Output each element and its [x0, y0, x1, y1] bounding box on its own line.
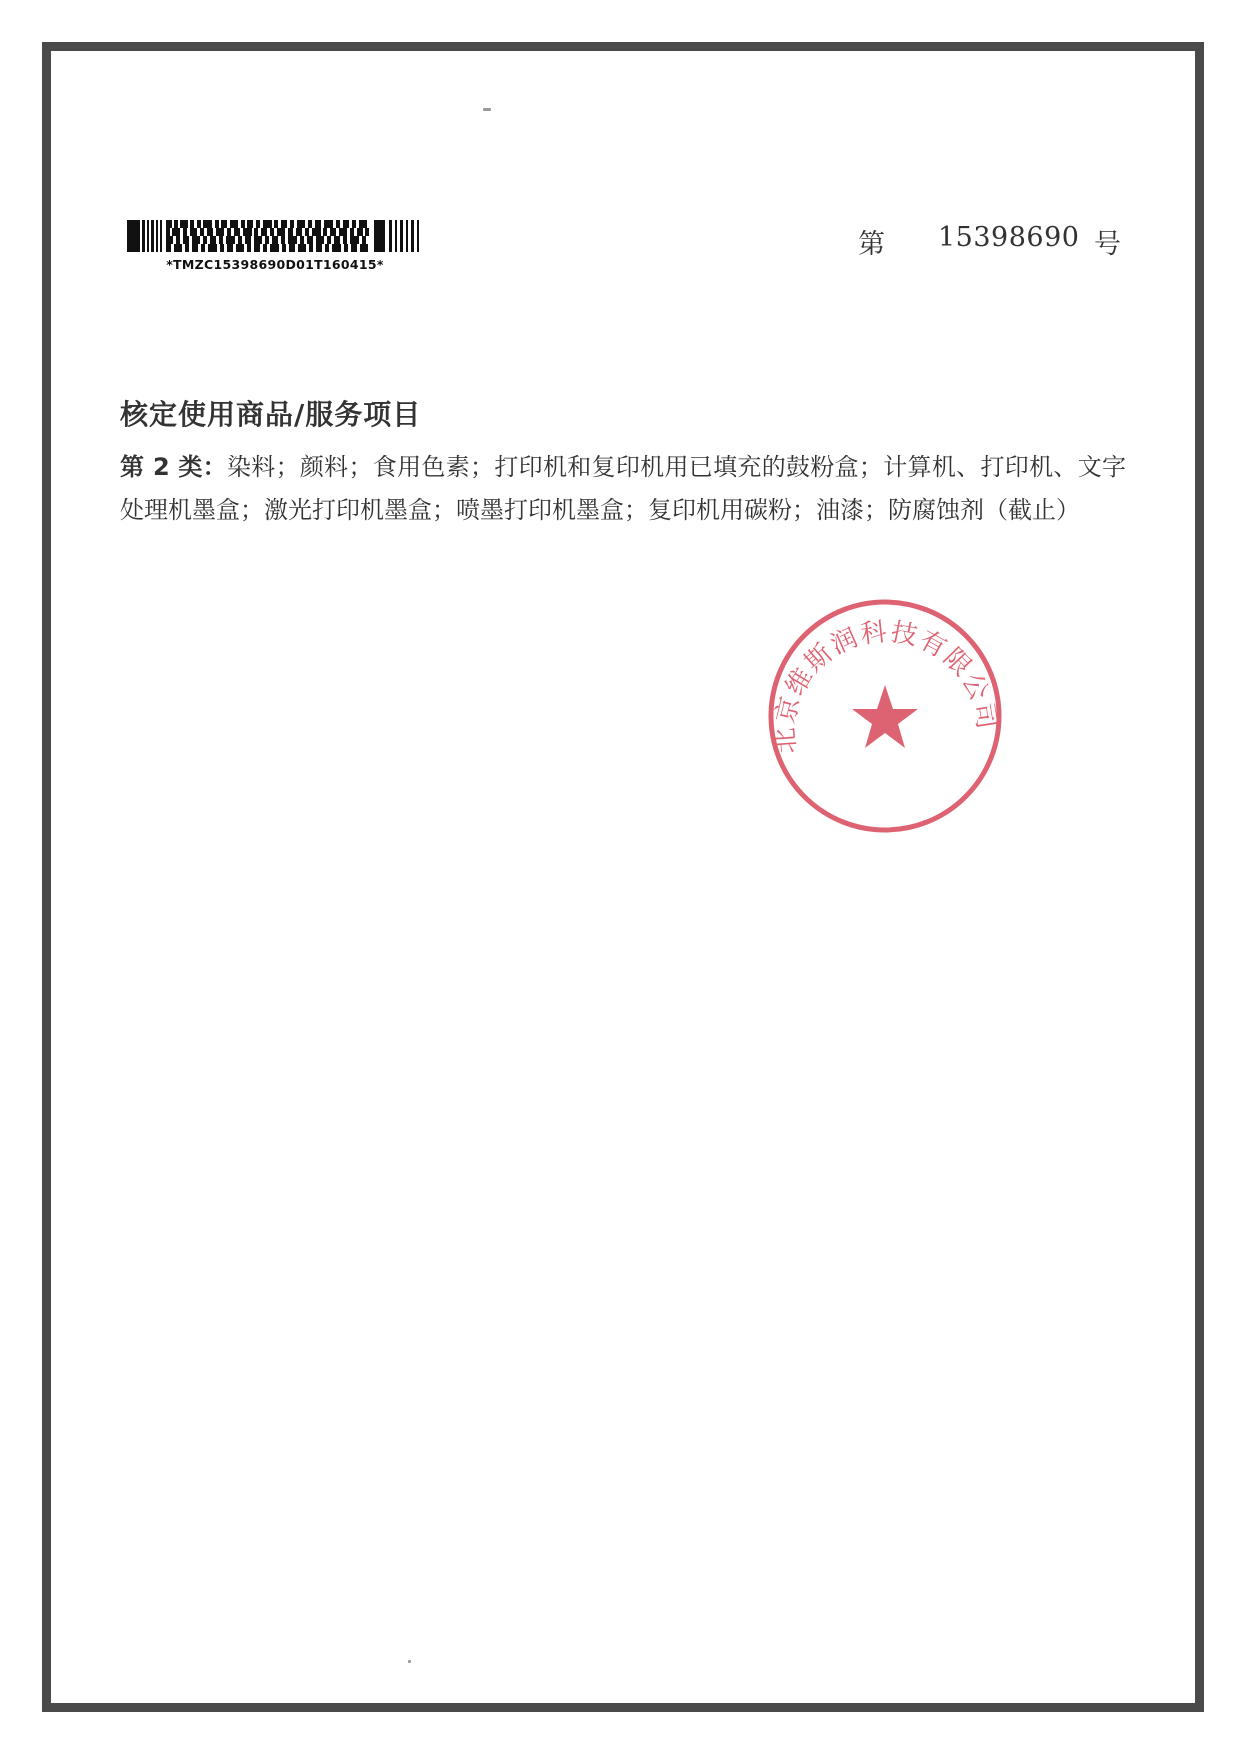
registration-value: 15398690	[938, 222, 1080, 253]
registration-suffix: 号	[1094, 229, 1121, 260]
barcode	[127, 220, 423, 252]
company-seal	[762, 593, 1008, 839]
registration-number	[858, 222, 1126, 260]
seal-text: 北京维斯润科技有限公司	[770, 616, 1002, 755]
registration-prefix: 第	[858, 229, 885, 260]
document-border	[42, 42, 1204, 1712]
goods-items-text: 染料；颜料；食用色素；打印机和复印机用已填充的鼓粉盒；计算机、打印机、文字处理机墨盒；激光打印机墨盒；喷墨打印机墨盒；复印机用碳粉；油漆；防腐蚀剂（截止）	[120, 453, 1126, 524]
scan-speck	[408, 1660, 411, 1663]
barcode-caption: *TMZC15398690D01T160415*	[166, 257, 384, 272]
seal-star-icon	[852, 685, 918, 748]
scan-speck	[483, 108, 491, 111]
goods-list	[120, 446, 1126, 532]
goods-class-label: 第 2 类：	[120, 453, 227, 481]
section-title: 核定使用商品/服务项目	[120, 398, 422, 431]
